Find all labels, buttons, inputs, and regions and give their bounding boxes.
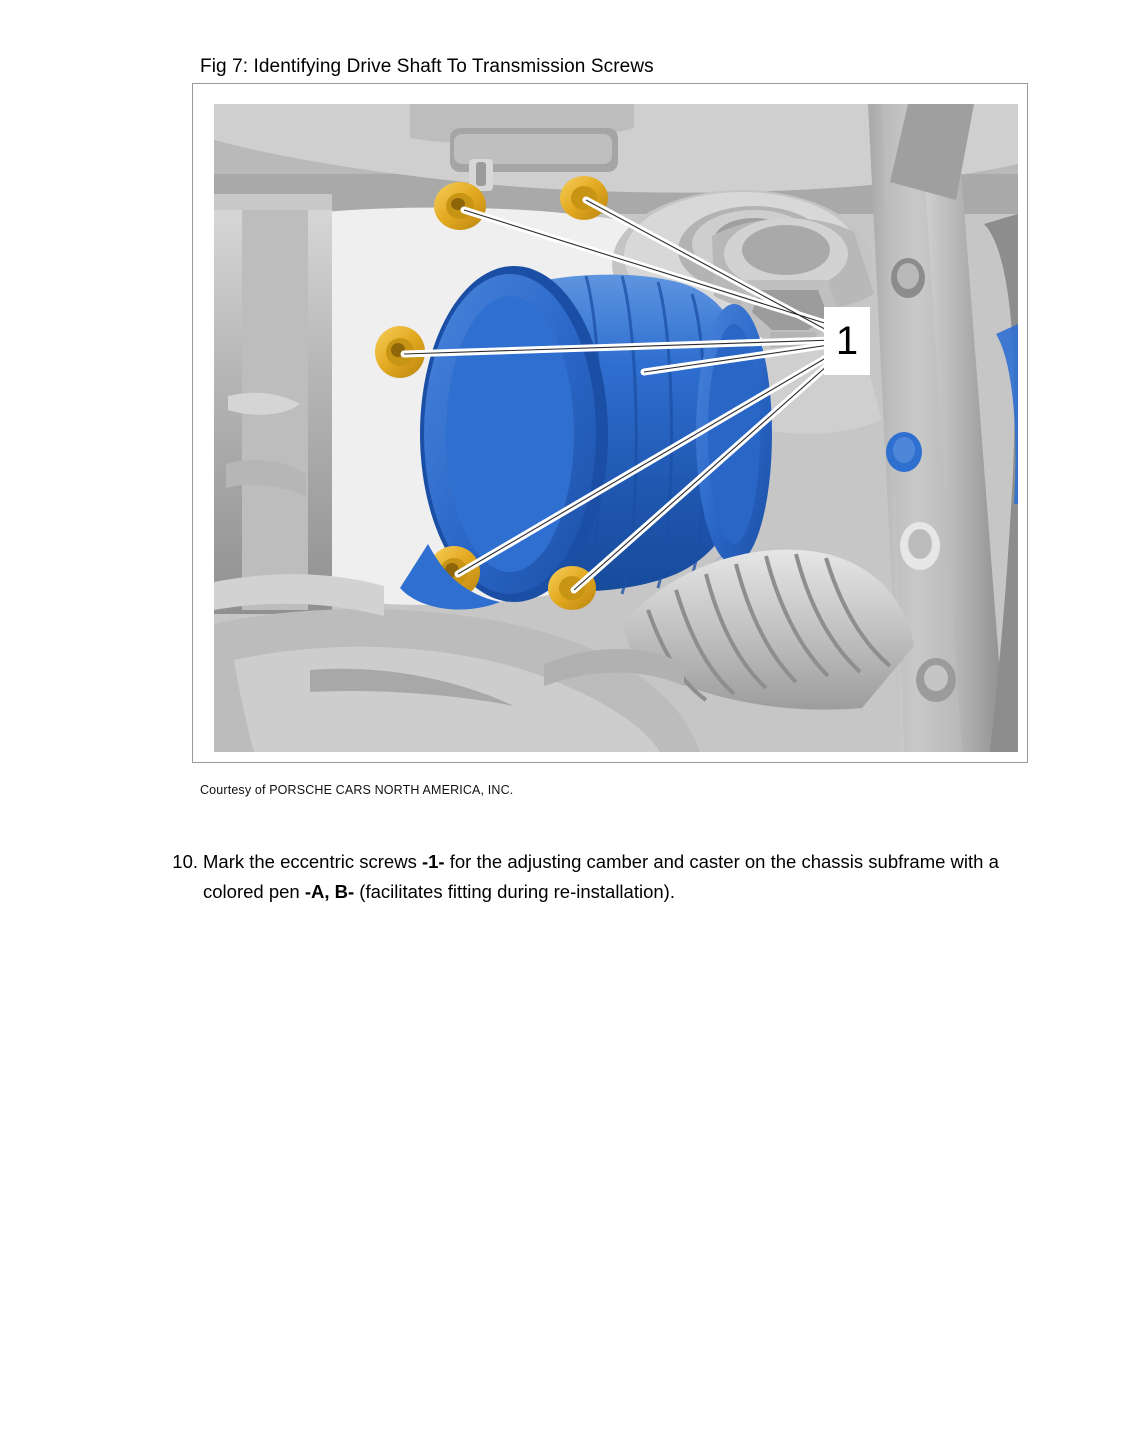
step-bold-1: -1-: [421, 851, 445, 872]
figure-caption: Fig 7: Identifying Drive Shaft To Transmission Screws: [200, 56, 654, 77]
figure-frame: [192, 83, 1028, 763]
step-text-part1: Mark the eccentric screws: [203, 851, 422, 872]
step-text-part2: for the adjusting camber and caster on the chassis subframe with a colored pen: [203, 851, 999, 902]
figure-image: [214, 104, 1018, 752]
step-text: [203, 847, 1010, 907]
drive-shaft-illustration: [214, 104, 1018, 752]
step-number: 10.: [172, 851, 198, 872]
callout-label-1: 1: [824, 307, 870, 375]
courtesy-note: Courtesy of PORSCHE CARS NORTH AMERICA, INC.: [200, 783, 514, 797]
step-text-part3: (facilitates fitting during re-installation).: [354, 881, 675, 902]
instruction-step: [140, 847, 1010, 907]
step-bold-2: -A, B-: [304, 881, 355, 902]
